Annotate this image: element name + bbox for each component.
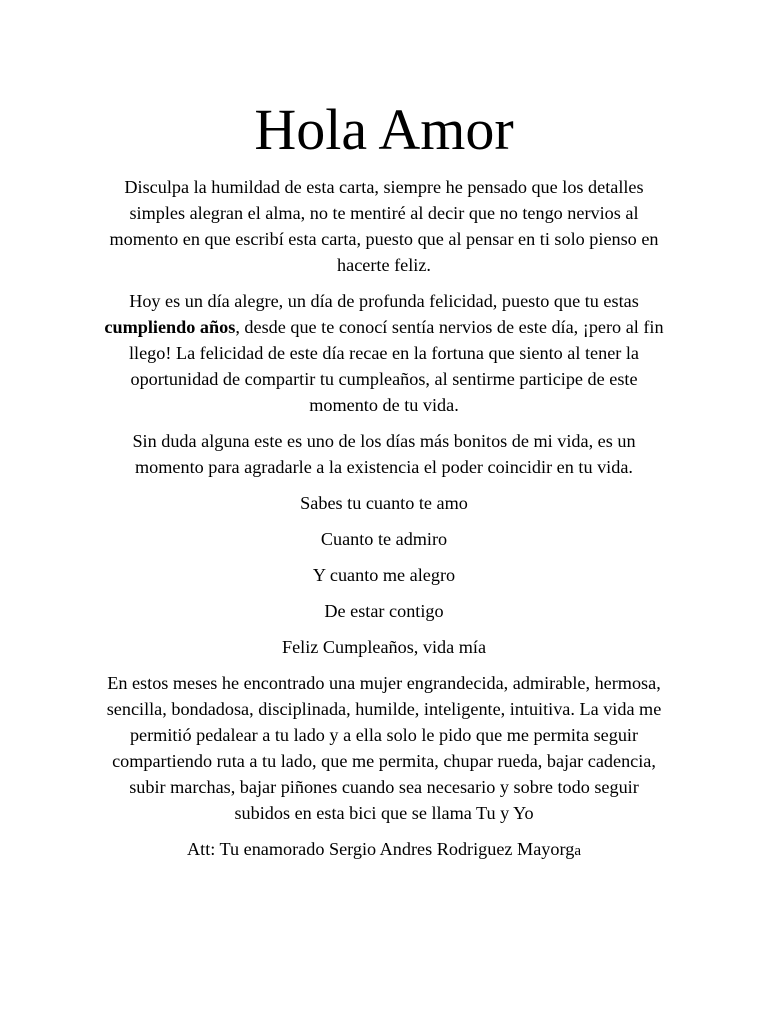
paragraph-intro: Disculpa la humildad de esta carta, siempre he pensado que los detalles simples alegran el alma, no te mentiré al decir que no tengo nervios al momento en que escribí esta carta, puesto que al pensar en ti solo pienso en hacerte feliz. — [109, 177, 659, 275]
paragraph-best-day: Sin duda alguna este es uno de los días más bonitos de mi vida, es un momento para agradarle a la existencia el poder coincidir en tu vida. — [132, 431, 636, 477]
paragraph-birthday-end: , desde que te conocí sentía nervios de este día, ¡pero al fin llego! La felicidad de este día recae en la fortuna que siento al tener la oportunidad de compartir tu cumpleaños, al sentirme participe de este momento de tu vida. — [128, 317, 664, 415]
signature-last-letter: a — [574, 843, 581, 859]
verse-line-4: De estar contigo — [324, 601, 444, 621]
paragraph-months: En estos meses he encontrado una mujer engrandecida, admirable, hermosa, sencilla, bondadosa, disciplinada, humilde, inteligente, intuitiva. La vida me permitió pedalear a tu lado y a ella solo le pido que me permita seguir compartiendo ruta a tu lado, que me permita, chupar rueda, bajar cadencia, subir marchas, bajar piñones cuando sea necesario y sobre todo seguir subidos en esta bici que se llama Tu y Yo — [106, 673, 662, 823]
paragraph-birthday-start: Hoy es un día alegre, un día de profunda felicidad, puesto que tu estas — [129, 291, 639, 311]
verse-line-3: Y cuanto me alegro — [312, 565, 456, 585]
paragraph-birthday — [100, 288, 668, 418]
signature — [100, 836, 668, 864]
letter-title: Hola Amor — [254, 97, 514, 162]
verse-line-2: Cuanto te admiro — [320, 529, 448, 549]
letter-page — [100, 0, 668, 864]
verse-line-1: Sabes tu cuanto te amo — [300, 493, 468, 513]
verse-line-5: Feliz Cumpleaños, vida mía — [281, 637, 487, 657]
signature-text: Att: Tu enamorado Sergio Andres Rodriguez Mayorg — [187, 839, 575, 859]
paragraph-birthday-bold: cumpliendo años — [104, 317, 236, 337]
